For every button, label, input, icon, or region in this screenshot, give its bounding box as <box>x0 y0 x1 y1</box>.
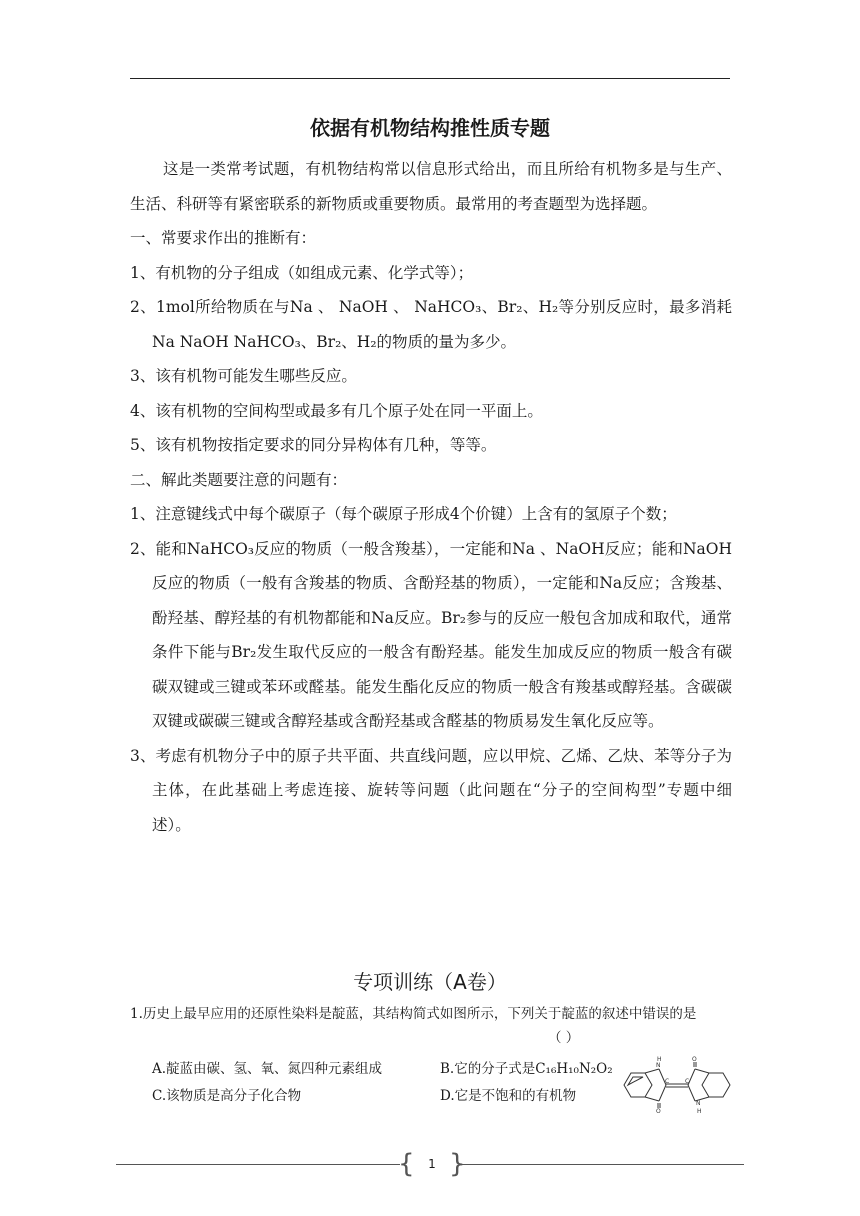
option-d: D.它是不饱和的有机物 <box>440 1088 577 1104</box>
footer-bracket-right: } <box>449 1149 466 1179</box>
structure-label-h-top: H <box>657 1056 662 1063</box>
structure-label-n-bottom: N <box>696 1100 701 1107</box>
document-body <box>130 152 732 842</box>
section1-item-1: 1、有机物的分子组成（如组成元素、化学式等）； <box>130 263 474 282</box>
intro-paragraph: 这是一类常考试题，有机物结构常以信息形式给出，而且所给有机物多是与生产、生活、科研等有紧密联系的新物质或重要物质。最常用的考查题型为选择题。 <box>130 160 732 213</box>
footer-bracket-left: { <box>398 1149 415 1179</box>
option-c: C.该物质是高分子化合物 <box>152 1088 302 1104</box>
structure-label-n-top: N <box>656 1062 661 1069</box>
header-rule <box>130 78 730 79</box>
option-b: B.它的分子式是C₁₆H₁₀N₂O₂ <box>440 1061 613 1077</box>
section1-item-2: 2、1mol所给物质在与Na 、 NaOH 、 NaHCO₃、Br₂、H₂等分别反应时，最多消耗 Na NaOH NaHCO₃、Br₂、H₂的物质的量为多少。 <box>130 298 732 351</box>
structure-label-c-left: C <box>665 1078 670 1085</box>
section1-heading: 一、常要求作出的推断有： <box>130 229 317 247</box>
question-1-stem-block <box>130 1003 732 1026</box>
structure-label-o-bottom: O <box>656 1108 661 1114</box>
footer-rule-right <box>462 1164 744 1165</box>
section2-item-1: 1、注意键线式中每个碳原子（每个碳原子形成4个价键）上含有的氢原子个数； <box>130 505 677 523</box>
structure-label-h-bottom: H <box>697 1108 702 1114</box>
section1-item-4: 4、该有机物的空间构型或最多有几个原子处在同一平面上。 <box>130 401 543 420</box>
option-a: A.靛蓝由碳、氢、氧、氮四种元素组成 <box>152 1061 383 1077</box>
page-title: 依据有机物结构推性质专题 <box>310 116 550 140</box>
section2-item-3: 3、考虑有机物分子中的原子共平面、共直线问题，应以甲烷、乙烯、乙炔、苯等分子为主体，在此基础上考虑连接、旋转等问题（此问题在“分子的空间构型”专题中细述）。 <box>130 746 732 834</box>
section2-heading: 二、解此类题要注意的问题有： <box>130 470 348 489</box>
practice-section-title: 专项训练（A卷） <box>353 970 507 994</box>
section1-item-5: 5、该有机物按指定要求的同分异构体有几种，等等。 <box>130 436 497 454</box>
indigo-structure-diagram <box>622 1056 732 1114</box>
question-1-stem: 1.历史上最早应用的还原性染料是靛蓝，其结构简式如图所示，下列关于靛蓝的叙述中错误的是 <box>130 1006 697 1022</box>
answer-blank: （ ） <box>548 1030 580 1046</box>
section1-item-3: 3、该有机物可能发生哪些反应。 <box>130 367 357 385</box>
section2-item-2: 2、能和NaHCO₃反应的物质（一般含羧基），一定能和Na 、NaOH反应；能和NaOH反应的物质（一般有含羧基的物质、含酚羟基的物质），一定能和Na反应；含羧基、酚羟基、醇羟基的有机物都能和Na反应。Br₂参与的反应一般包含加成和取代，通常条件下能与Br₂发生取代反应的一般含有酚羟基。能发生加成反应的物质一般含有碳碳双键或三键或苯环或醛基。能发生酯化反应的物质一般含有羧基或醇羟基。含碳碳双键或碳碳三键或含醇羟基或含酚羟基或含醛基的物质易发生氧化反应等。 <box>130 539 732 730</box>
page-number: 1 <box>428 1157 436 1171</box>
structure-label-c-right: C <box>685 1078 690 1085</box>
footer-rule-left <box>116 1164 400 1165</box>
structure-label-o-top: O <box>692 1056 697 1063</box>
